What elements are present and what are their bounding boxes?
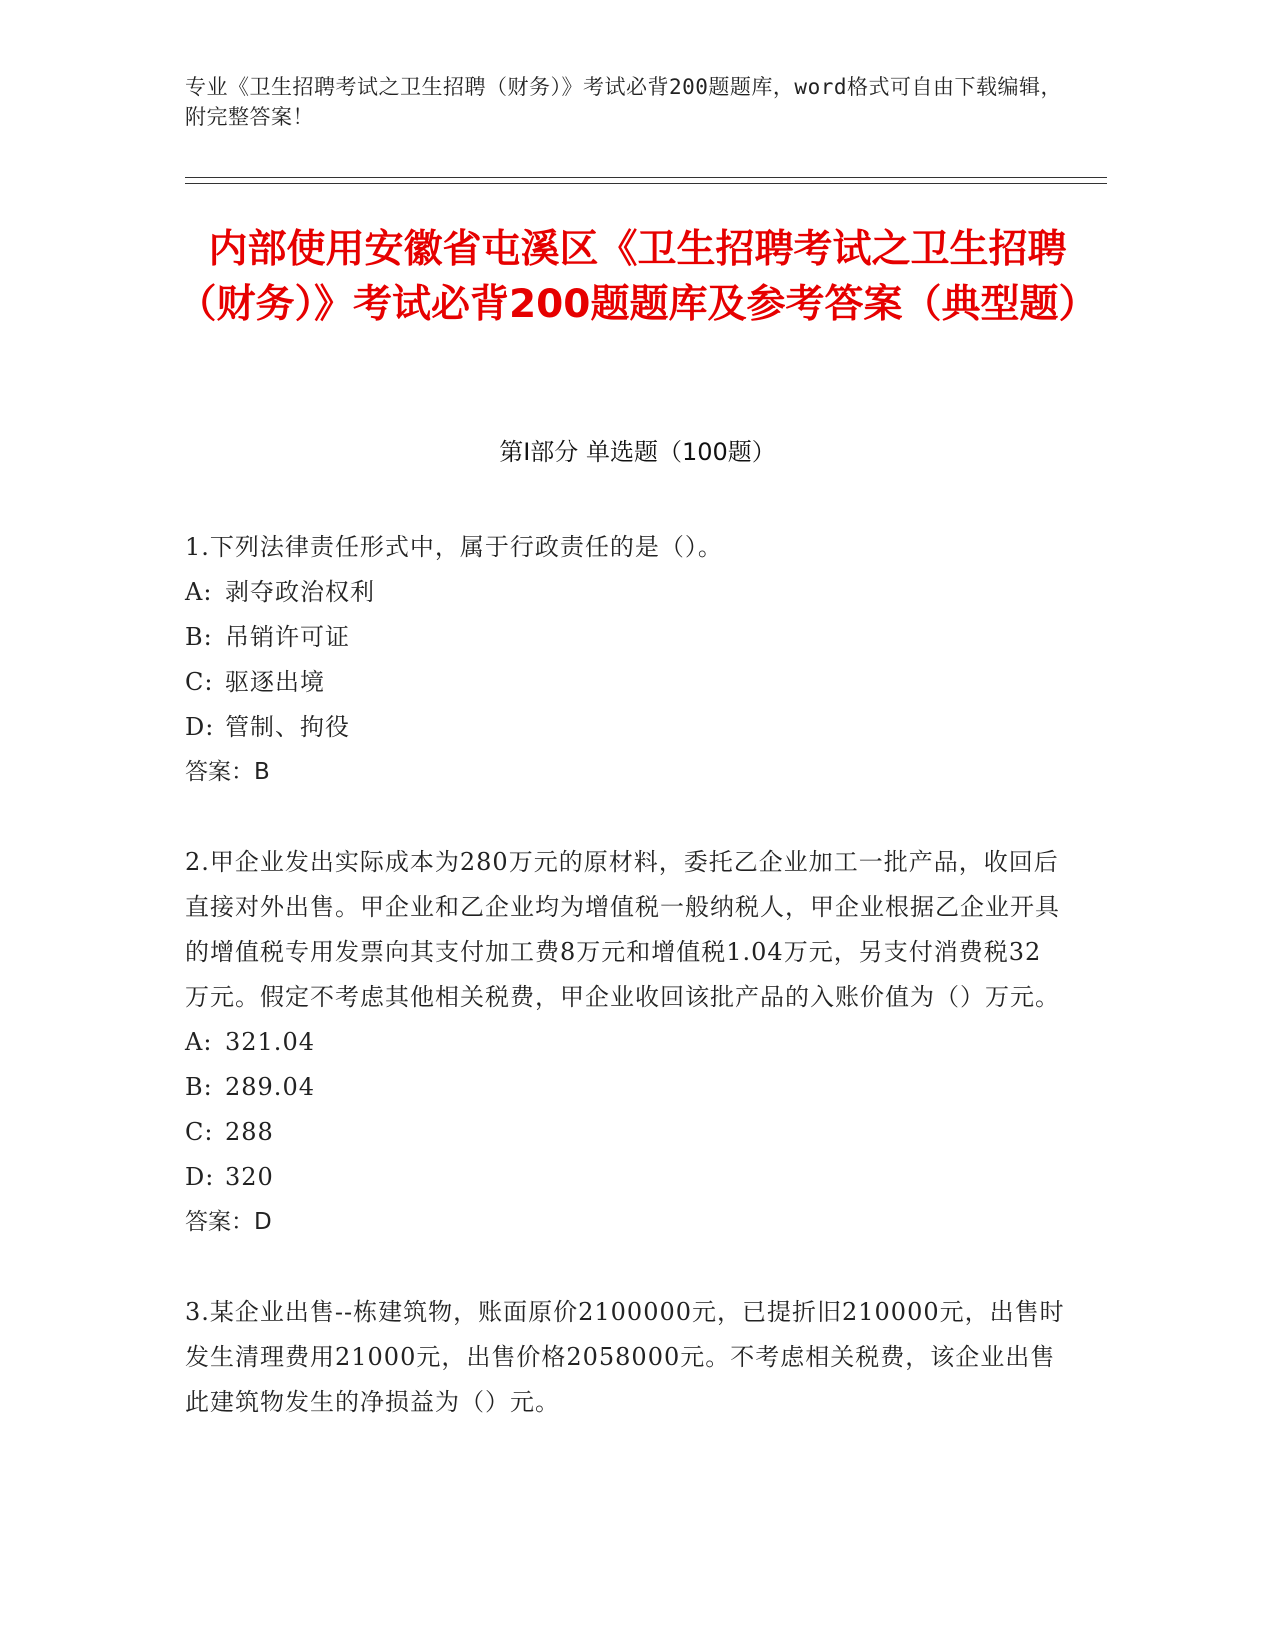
option-c [185,660,1065,705]
option-text: 321.04 [225,1028,315,1056]
question-1 [185,525,1065,795]
document-title: 内部使用安徽省屯溪区《卫生招聘考试之卫生招聘（财务）》考试必背200题题库及参考答案（典型题） [177,227,1098,327]
option-text: 288 [225,1118,274,1146]
option-text: 剥夺政治权利 [225,578,375,606]
option-letter: C: [185,668,214,696]
option-text: 320 [225,1163,274,1191]
option-letter: C: [185,1118,214,1146]
option-letter: A: [185,578,213,606]
questions-list [185,525,1065,1470]
option-d [185,705,1065,750]
header-divider-bottom [185,183,1107,184]
option-letter: A: [185,1028,213,1056]
answer-text: 答案：B [185,759,270,785]
option-letter: B: [185,1073,213,1101]
question-3 [185,1290,1065,1425]
answer-text: 答案：D [185,1209,272,1235]
option-letter: B: [185,623,213,651]
question-stem: 2.甲企业发出实际成本为280万元的原材料，委托乙企业加工一批产品，收回后直接对外出售。甲企业和乙企业均为增值税一般纳税人，甲企业根据乙企业开具的增值税专用发票向其支付加工费8万元和增值税1.04万元，另支付消费税32万元。假定不考虑其他相关税费，甲企业收回该批产品的入账价值为（）万元。 [185,848,1060,1011]
option-a [185,1020,1065,1065]
option-text: 吊销许可证 [225,623,350,651]
option-text: 驱逐出境 [225,668,325,696]
option-text: 管制、拘役 [225,713,350,741]
option-letter: D: [185,713,215,741]
intro-text: 专业《卫生招聘考试之卫生招聘（财务）》考试必背200题题库，word格式可自由下载编辑，附完整答案！ [185,75,1062,129]
question-2 [185,840,1065,1245]
option-c [185,1110,1065,1155]
option-a [185,570,1065,615]
option-b [185,1065,1065,1110]
question-stem: 3.某企业出售--栋建筑物，账面原价2100000元，已提折旧210000元，出售时发生清理费用21000元，出售价格2058000元。不考虑相关税费，该企业出售此建筑物发生的净损益为（）元。 [185,1298,1065,1416]
option-text: 289.04 [225,1073,315,1101]
header-divider-top [185,177,1107,178]
option-letter: D: [185,1163,215,1191]
question-stem: 1.下列法律责任形式中，属于行政责任的是（）。 [185,533,723,561]
option-d [185,1155,1065,1200]
section-heading: 第Ⅰ部分 单选题（100题） [499,438,776,466]
option-b [185,615,1065,660]
